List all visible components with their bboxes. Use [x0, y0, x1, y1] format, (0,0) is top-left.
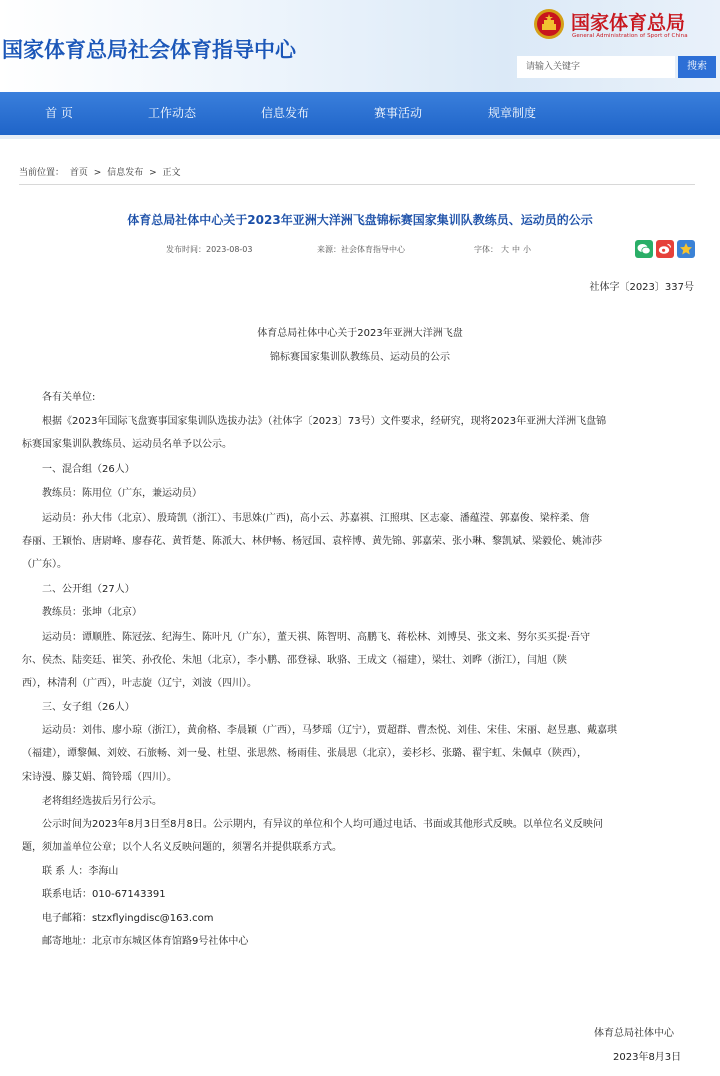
article-source: 来源：社会体育指导中心 — [317, 245, 405, 254]
font-size-controls — [474, 244, 531, 255]
body-paragraph: 尔、侯杰、陆奕廷、崔笑、孙孜伦、朱旭（北京），李小鹏、邵登禄、耿骆、王成文（福建），梁壮、刘晔（浙江），闫旭（陕 — [22, 655, 567, 666]
breadcrumb — [19, 165, 184, 178]
wechat-icon[interactable] — [635, 240, 653, 258]
nav-item-work-news[interactable]: 工作动态 — [147, 106, 196, 120]
breadcrumb-prefix: 当前位置： — [19, 168, 65, 178]
weibo-icon[interactable] — [656, 240, 674, 258]
favorite-icon[interactable] — [677, 240, 695, 258]
breadcrumb-separator: > — [149, 168, 157, 178]
contact-person: 联 系 人：李海山 — [42, 866, 119, 877]
document-heading-line-2: 锦标赛国家集训队教练员、运动员的公示 — [270, 352, 450, 363]
body-paragraph: 教练员：陈用位（广东，兼运动员） — [42, 488, 202, 499]
body-paragraph: 公示时间为2023年8月3日至8月8日。公示期内，有异议的单位和个人均可通过电话、书面或其他形式反映。以单位名义反映问 — [42, 819, 603, 830]
font-small-option[interactable]: 小 — [523, 245, 531, 254]
signature-date: 2023年8月3日 — [613, 1052, 682, 1063]
body-paragraph: 西），林清利（广西），叶志旋（辽宁，刘波（四川）。 — [22, 678, 257, 689]
nav-divider — [0, 135, 720, 139]
main-nav — [0, 92, 720, 135]
breadcrumb-current: 正文 — [162, 168, 181, 178]
breadcrumb-section[interactable]: 信息发布 — [107, 168, 144, 178]
breadcrumb-divider — [19, 184, 695, 185]
breadcrumb-separator: > — [93, 168, 102, 178]
signature-organization: 体育总局社体中心 — [594, 1028, 674, 1039]
body-paragraph: 春丽、王颖怡、唐尉峰、廖春花、黄哲楚、陈派大、林伊畅、杨冠国、袁梓博、黄先锦、郭嘉荣、张小琳、黎凯斌、梁毅伦、姚沛莎 — [22, 536, 602, 547]
body-paragraph: 标赛国家集训队教练员、运动员名单予以公示。 — [22, 439, 232, 450]
search-input[interactable] — [517, 56, 675, 78]
brand-english-name: General Administration of Sport of China — [572, 33, 688, 39]
body-paragraph: 运动员：谭顺胜、陈冠弦、纪海生、陈叶凡（广东），董天祺、陈智明、高鹏飞、蒋松林、刘博昊、张文来、努尔买买提·吾守 — [42, 632, 591, 643]
font-medium-option[interactable]: 中 — [512, 245, 520, 254]
article-title: 体育总局社体中心关于2023年亚洲大洋洲飞盘锦标赛国家集训队教练员、运动员的公示 — [127, 213, 593, 227]
body-paragraph: 宋诗漫、滕艾娟、简铃瑶（四川）。 — [22, 772, 177, 783]
body-paragraph: 运动员：刘伟、廖小琼（浙江），黄俞格、李晨颖（广西），马梦瑶（辽宁），贾超群、曹杰悦、刘佳、宋佳、宋丽、赵昱惠、戴嘉琪 — [42, 725, 617, 736]
body-paragraph: 老将组经选拔后另行公示。 — [42, 796, 162, 807]
search-button[interactable]: 搜索 — [678, 56, 716, 78]
nav-item-announcements[interactable]: 信息发布 — [260, 106, 309, 120]
font-size-label: 字体： — [474, 245, 498, 254]
mailing-address: 邮寄地址：北京市东城区体育馆路9号社体中心 — [42, 936, 249, 947]
document-number: 社体字〔2023〕337号 — [589, 282, 694, 293]
publish-time: 发布时间：2023-08-03 — [166, 245, 253, 254]
font-large-option[interactable]: 大 — [501, 245, 509, 254]
contact-phone: 联系电话：010-67143391 — [42, 889, 166, 900]
site-header — [0, 0, 720, 92]
brand-name: 国家体育总局 — [571, 12, 686, 34]
section-heading-women: 三、女子组（26人） — [42, 702, 135, 713]
body-paragraph: 运动员：孙大伟（北京）、殷琦凯（浙江）、韦思姝(广西)，高小云、苏嘉祺、江照琪、区志豪、潘蕴滢、郭嘉俊、梁梓柔、詹 — [42, 513, 590, 524]
body-paragraph: （福建），谭黎佩、刘姣、石旅畅、刘一曼、杜望、张思然、杨雨佳、张晨思（北京），姜杉杉、张璐、翟宇虹、朱佩卓（陕西）， — [22, 748, 587, 759]
nav-item-events[interactable]: 赛事活动 — [373, 106, 422, 120]
body-paragraph: 根据《2023年国际飞盘赛事国家集训队选拔办法》（社体字〔2023〕73号）文件要求，经研究，现将2023年亚洲大洋洲飞盘锦 — [42, 416, 607, 427]
site-title[interactable]: 国家体育总局社会体育指导中心 — [2, 38, 296, 62]
section-heading-mixed: 一、混合组（26人） — [42, 464, 135, 475]
body-paragraph: （广东）。 — [22, 559, 67, 570]
nav-item-home[interactable]: 首 页 — [45, 106, 73, 120]
section-heading-open: 二、公开组（27人） — [42, 584, 135, 595]
document-heading-line-1: 体育总局社体中心关于2023年亚洲大洋洲飞盘 — [257, 328, 463, 339]
breadcrumb-home[interactable]: 首页 — [69, 168, 88, 178]
body-paragraph: 各有关单位: — [42, 392, 96, 403]
body-paragraph: 题，须加盖单位公章；以个人名义反映问题的，须署名并提供联系方式。 — [22, 842, 342, 853]
contact-email: 电子邮箱：stzxflyingdisc@163.com — [42, 913, 214, 924]
nav-item-regulations[interactable]: 规章制度 — [487, 106, 536, 120]
national-emblem-icon — [533, 8, 565, 40]
body-paragraph: 教练员：张坤（北京） — [42, 607, 142, 618]
